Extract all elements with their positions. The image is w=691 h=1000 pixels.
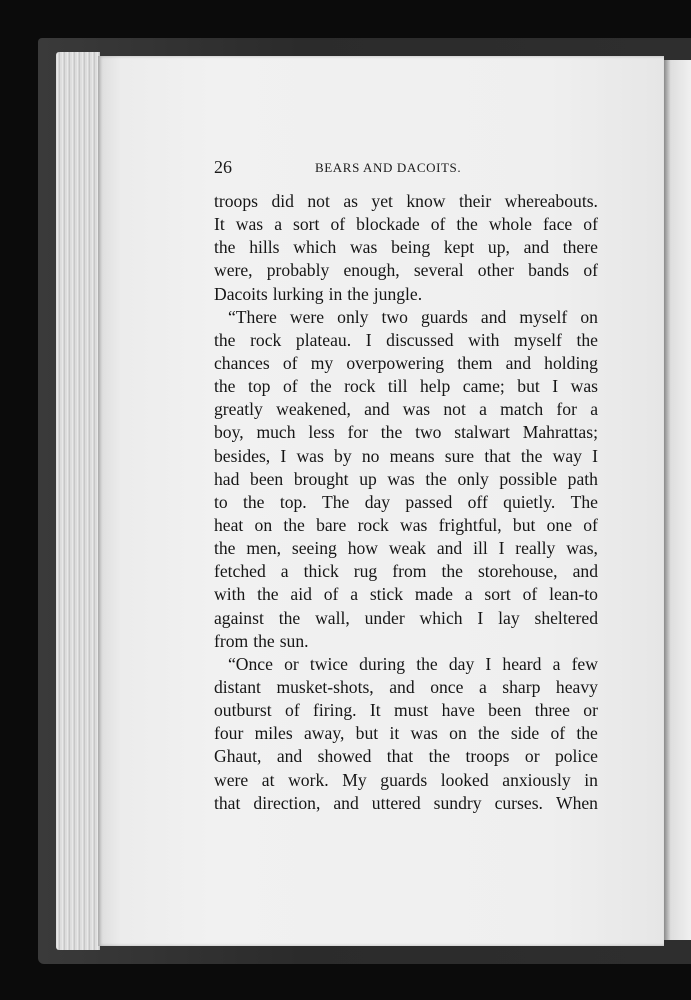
text-line: It was a sort of blockade of the whole face of: [214, 214, 598, 235]
text-line: the rock plateau. I discussed with myself the: [214, 329, 598, 350]
text-line: were at work. My guards looked anxiously in: [214, 769, 598, 790]
text-line: Ghaut, and showed that the troops or police: [214, 746, 598, 767]
text-line: were, probably enough, several other bands of: [214, 260, 598, 281]
text-line: “Once or twice during the day I heard a few: [228, 653, 598, 674]
text-line: Dacoits lurking in the jungle.: [214, 283, 423, 304]
text-line: “There were only two guards and myself on: [228, 306, 598, 327]
text-line: had been brought up was the only possible path: [214, 468, 598, 489]
text-line: the top of the rock till help came; but I was: [214, 376, 598, 397]
text-line: distant musket-shots, and once a sharp heavy: [214, 676, 598, 697]
text-line: from the sun.: [214, 630, 309, 651]
text-line: to the top. The day passed off quietly. The: [214, 491, 598, 512]
page-number: 26: [214, 157, 232, 177]
text-line: besides, I was by no means sure that the way I: [214, 445, 598, 466]
text-line: heat on the bare rock was frightful, but one of: [214, 514, 598, 535]
text-line: outburst of firing. It must have been three or: [214, 700, 598, 721]
page-edges: [56, 52, 100, 950]
text-line: with the aid of a stick made a sort of lean-to: [214, 584, 598, 605]
text-line: troops did not as yet know their whereabouts.: [214, 191, 598, 211]
text-line: four miles away, but it was on the side of the: [214, 723, 598, 744]
running-head: [214, 157, 598, 181]
text-line: fetched a thick rug from the storehouse, and: [214, 561, 598, 582]
text-line: the hills which was being kept up, and there: [214, 237, 598, 258]
text-line: against the wall, under which I lay sheltered: [214, 607, 598, 628]
text-line: greatly weakened, and was not a match for a: [214, 399, 598, 420]
text-line: the men, seeing how weak and ill I really was,: [214, 538, 598, 559]
text-line: chances of my overpowering them and holding: [214, 352, 598, 373]
text-line: boy, much less for the two stalwart Mahrattas;: [214, 422, 598, 443]
running-head-title: BEARS AND DACOITS.: [315, 160, 462, 175]
text-line: that direction, and uttered sundry curses. When: [214, 792, 598, 813]
facing-page: [664, 60, 691, 940]
body-text: [214, 190, 598, 815]
